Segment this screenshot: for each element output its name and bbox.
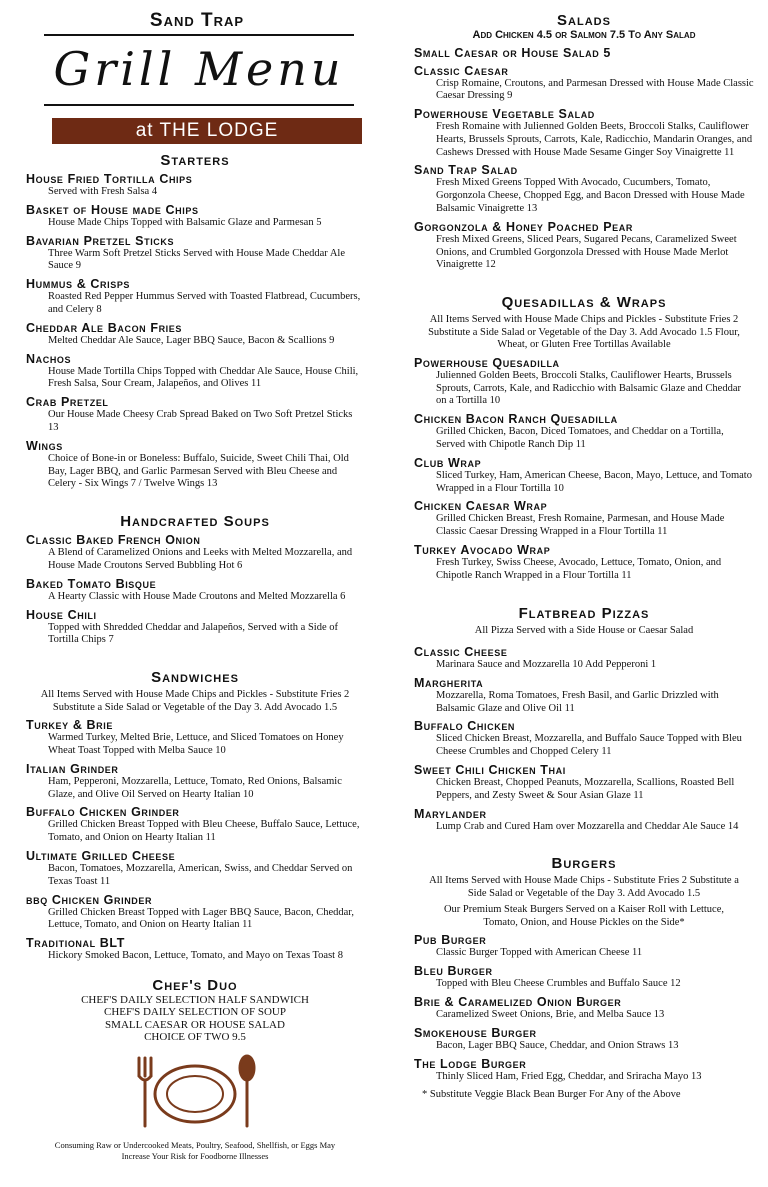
menu-item-description: Choice of Bone-in or Boneless: Buffalo, Suicide, Sweet Chili Thai, Old Bay, Lager BBQ, and Garlic Parmesan Served with Bleu Cheese and Celery - Six Wings 7 / Twelve Wings 13	[48, 452, 349, 490]
section-note: All Pizza Served with a Side House or Caesar Salad	[474, 624, 694, 636]
menu-item-name: Classic Cheese	[414, 645, 508, 660]
menu-item-description: Thinly Sliced Ham, Fried Egg, Cheddar, and Sriracha Mayo 13	[436, 1070, 702, 1082]
menu-item	[26, 577, 364, 604]
starters-section	[26, 152, 364, 491]
menu-item	[26, 893, 364, 933]
section-title: Sandwiches	[151, 669, 239, 687]
plate-cutlery-icon	[125, 1050, 265, 1130]
menu-item	[414, 807, 754, 834]
menu-item	[414, 995, 754, 1022]
burgers-section	[414, 855, 754, 1100]
menu-item	[414, 964, 754, 991]
menu-item-description: Lump Crab and Cured Ham over Mozzarella and Cheddar Ale Sauce 14	[436, 820, 739, 832]
menu-item-name: Chicken Caesar Wrap	[414, 499, 548, 514]
health-warning-line: Consuming Raw or Undercooked Meats, Poultry, Seafood, Shellfish, or Eggs May	[54, 1139, 336, 1150]
menu-item-name: House Chili	[26, 607, 97, 622]
menu-item-description: A Blend of Caramelized Onions and Leeks with Melted Mozzarella, and House Made Croutons Served Bubbling Hot 6	[48, 547, 353, 571]
menu-item-name: Small Caesar or House Salad 5	[414, 45, 611, 60]
menu-item	[414, 412, 754, 452]
menu-item	[26, 352, 364, 392]
item-list	[26, 533, 364, 647]
section-note: Add Chicken 4.5 or Salmon 7.5 To Any Salad	[472, 29, 696, 41]
menu-item-description: Hickory Smoked Bacon, Lettuce, Tomato, and Mayo on Texas Toast 8	[48, 950, 343, 962]
menu-item-description: House Made Tortilla Chips Topped with Cheddar Ale Sauce, House Chili, Fresh Salsa, Sour Cream, Jalapeños, and Olives 11	[48, 365, 359, 390]
menu-item	[414, 676, 754, 716]
section-title: Salads	[557, 12, 611, 29]
menu-item-name: Bleu Burger	[414, 964, 493, 979]
menu-item-name: Italian Grinder	[26, 761, 119, 776]
chefs-duo-line: CHOICE OF TWO 9.5	[144, 1031, 246, 1044]
menu-item	[414, 46, 754, 60]
menu-item	[414, 163, 754, 215]
menu-item	[26, 277, 364, 317]
menu-item-name: Wings	[26, 438, 63, 453]
menu-item-name: Sweet Chili Chicken Thai	[414, 763, 566, 778]
section-title: Burgers	[551, 855, 617, 873]
menu-item-description: Grilled Chicken Breast Topped with Lager BBQ Sauce, Bacon, Cheddar, Lettuce, Tomato, and Onion on Hearty Italian 11	[48, 906, 354, 931]
menu-item-name: Pub Burger	[414, 933, 487, 948]
menu-item-description: Topped with Bleu Cheese Crumbles and Buffalo Sauce 12	[436, 978, 681, 990]
menu-item-description: Grilled Chicken, Bacon, Diced Tomatoes, and Cheddar on a Tortilla, Served with Chipotle Ranch Dip 11	[436, 426, 724, 450]
menu-item-name: Marylander	[414, 806, 487, 821]
item-list	[414, 356, 754, 583]
menu-item-description: Bacon, Tomatoes, Mozzarella, American, Swiss, and Cheddar Served on Texas Toast 11	[48, 862, 353, 887]
flatbreads-section	[414, 605, 754, 834]
menu-item-name: bbq Chicken Grinder	[26, 892, 153, 907]
menu-item	[414, 1057, 754, 1084]
section-title: Handcrafted Soups	[120, 513, 270, 531]
menu-item-description: Bacon, Lager BBQ Sauce, Cheddar, and Onion Straws 13	[436, 1039, 679, 1051]
soups-section	[26, 513, 364, 647]
menu-item	[414, 64, 754, 104]
sandwiches-section	[26, 669, 364, 963]
menu-item-name: Brie & Caramelized Onion Burger	[414, 995, 622, 1009]
section-note: All Items Served with House Made Chips - Substitute Fries 2 Substitute a Side Salad or Vegetable of the Day 3. Add Avocado 1.5	[429, 875, 739, 899]
section-title: Flatbread Pizzas	[518, 604, 650, 622]
menu-item-name: Classic Caesar	[414, 63, 509, 78]
menu-item-name: Gorgonzola & Honey Poached Pear	[414, 219, 633, 234]
menu-item-description: Grilled Chicken Breast, Fresh Romaine, Parmesan, and House Made Classic Caesar Dressing Wrapped in a Flour Tortilla 11	[436, 513, 725, 538]
menu-item-description: Julienned Golden Beets, Broccoli Stalks, Cauliflower Hearts, Brussels Sprouts, Carrots, Kale, and Radicchio with Balsamic Glaze and Cheddar on a Tortilla 10	[436, 369, 742, 407]
veggie-burger-note: * Substitute Veggie Black Bean Burger For Any of the Above	[422, 1089, 681, 1101]
item-list	[414, 46, 754, 273]
menu-item-description: Caramelized Sweet Onions, Brie, and Melba Sauce 13	[436, 1009, 665, 1020]
header-top: Sand Trap	[149, 10, 245, 31]
section-note: All Items Served with House Made Chips and Pickles - Substitute Fries 2 Substitute a Side Salad or Vegetable of the Day 3. Add Avocado 1.5 Flour, Wheat, or Gluten Free Tortillas Available	[428, 314, 740, 351]
menu-item	[414, 933, 754, 960]
menu-item-name: Bavarian Pretzel Sticks	[26, 233, 175, 248]
menu-item	[26, 718, 364, 758]
menu-item	[414, 456, 754, 496]
menu-item	[414, 1026, 754, 1053]
menu-item-description: Sliced Chicken Breast, Mozzarella, and Buffalo Sauce Topped with Bleu Cheese Crumbles and Chopped Celery 11	[436, 733, 742, 758]
menu-item-name: Powerhouse Vegetable Salad	[414, 107, 595, 122]
menu-item-description: Chicken Breast, Chopped Peanuts, Mozzarella, Scallions, Roasted Bell Peppers, and Zesty Sweet & Sour Asian Glaze 11	[436, 777, 735, 801]
menu-item-description: Our House Made Cheesy Crab Spread Baked on Two Soft Pretzel Sticks 13	[48, 409, 353, 433]
menu-item-description: Topped with Shredded Cheddar and Jalapeños, Served with a Side of Tortilla Chips 7	[48, 621, 338, 646]
menu-item-name: Turkey & Brie	[26, 718, 113, 733]
menu-item-name: House Fried Tortilla Chips	[26, 172, 193, 186]
menu-item-name: Buffalo Chicken Grinder	[26, 805, 180, 820]
salads-section	[414, 12, 754, 272]
menu-item-name: Sand Trap Salad	[414, 163, 518, 178]
menu-item-name: Chicken Bacon Ranch Quesadilla	[414, 412, 618, 427]
menu-item-description: Fresh Mixed Greens Topped With Avocado, Cucumbers, Tomato, Gorgonzola Cheese, Chopped Egg, and Bacon Dressed with House Made Balsamic Vinaigrette 13	[436, 177, 745, 215]
menu-item	[26, 439, 364, 491]
menu-item	[26, 805, 364, 845]
menu-item-name: Cheddar Ale Bacon Fries	[26, 320, 182, 335]
menu-item-name: Traditional BLT	[26, 936, 125, 951]
section-title: Quesadillas & Wraps	[501, 294, 667, 312]
menu-item	[414, 719, 754, 759]
health-warning	[26, 1140, 364, 1162]
menu-item	[26, 936, 364, 963]
menu-item-name: Margherita	[414, 675, 484, 690]
menu-item-description: Melted Cheddar Ale Sauce, Lager BBQ Sauce, Bacon & Scallions 9	[48, 334, 335, 346]
menu-item-description: Three Warm Soft Pretzel Sticks Served with House Made Cheddar Ale Sauce 9	[48, 247, 345, 272]
item-list	[26, 172, 364, 491]
menu-item	[414, 543, 754, 583]
chefs-duo-title: Chef's Duo	[152, 976, 238, 994]
menu-item-name: Club Wrap	[414, 455, 482, 470]
item-list	[414, 645, 754, 833]
menu-item-name: Classic Baked French Onion	[26, 533, 201, 548]
chefs-duo	[26, 977, 364, 1162]
menu-item-name: Basket of House made Chips	[26, 202, 199, 217]
chefs-duo-line: CHEF'S DAILY SELECTION HALF SANDWICH	[81, 993, 309, 1006]
menu-item-description: Grilled Chicken Breast Topped with Bleu Cheese, Buffalo Sauce, Lettuce, Tomato, and Onion on Hearty Italian 11	[48, 819, 360, 844]
menu-item-description: Crisp Romaine, Croutons, and Parmesan Dressed with House Made Classic Caesar Dressing 9	[436, 77, 754, 102]
menu-item-description: Marinara Sauce and Mozzarella 10 Add Pepperoni 1	[436, 659, 657, 671]
menu-item-description: House Made Chips Topped with Balsamic Glaze and Parmesan 5	[48, 216, 322, 228]
menu-item-description: Ham, Pepperoni, Mozzarella, Lettuce, Tomato, Red Onions, Balsamic Glaze, and Olive Oil Served on Hearty Italian 10	[48, 775, 342, 800]
menu-item-description: Mozzarella, Roma Tomatoes, Fresh Basil, and Garlic Drizzled with Balsamic Glaze and Olive Oil 11	[436, 689, 719, 714]
menu-item	[414, 220, 754, 272]
menu-item-name: Baked Tomato Bisque	[26, 576, 157, 591]
menu-item-description: Fresh Romaine with Julienned Golden Beets, Broccoli Stalks, Cauliflower Hearts, Brussels Sprouts, Carrots, Kale, Radicchio, Mandarin Oranges, and Cashews Dressed with House Made Sesame Ginger Soy Vinaigrette 11	[436, 121, 753, 158]
left-column	[26, 10, 364, 1162]
menu-item-description: Roasted Red Pepper Hummus Served with Toasted Flatbread, Cucumbers, and Celery 8	[48, 291, 361, 315]
item-list	[414, 933, 754, 1083]
menu-item-description: Sliced Turkey, Ham, American Cheese, Bacon, Mayo, Lettuce, and Tomato Wrapped in a Flour Tortilla 10	[436, 469, 752, 494]
menu-item	[26, 533, 364, 573]
menu-item-name: Ultimate Grilled Cheese	[26, 848, 176, 863]
menu-item-description: Warmed Turkey, Melted Brie, Lettuce, and Sliced Tomatoes on Honey Wheat Toast Topped with Melba Sauce 10	[48, 732, 344, 756]
menu-item-description: Served with Fresh Salsa 4	[48, 186, 158, 197]
menu-item	[26, 321, 364, 348]
menu-item	[26, 172, 364, 199]
menu-item-name: Hummus & Crisps	[26, 277, 131, 292]
chefs-duo-line: CHEF'S DAILY SELECTION OF SOUP	[104, 1006, 286, 1019]
menu-item-name: Crab Pretzel	[26, 395, 109, 410]
menu-title: Grill Menu	[44, 34, 354, 106]
menu-item	[414, 356, 754, 408]
chefs-duo-line: SMALL CAESAR OR HOUSE SALAD	[105, 1018, 285, 1031]
section-note: Our Premium Steak Burgers Served on a Kaiser Roll with Lettuce, Tomato, Onion, and House Pickles on the Side*	[443, 904, 725, 928]
menu-item-name: Powerhouse Quesadilla	[414, 355, 560, 370]
section-title: Starters	[160, 152, 230, 169]
right-column	[414, 10, 754, 1100]
menu-item	[26, 395, 364, 435]
menu-item-description: Classic Burger Topped with American Cheese 11	[436, 947, 643, 959]
location-banner: at THE LODGE	[52, 118, 362, 144]
menu-item	[26, 762, 364, 802]
menu-item-name: Turkey Avocado Wrap	[414, 542, 551, 557]
menu-item	[26, 234, 364, 274]
menu-item	[414, 499, 754, 539]
menu-item-description: Fresh Turkey, Swiss Cheese, Avocado, Lettuce, Tomato, Onion, and Chipotle Ranch Wrapped in a Flour Tortilla 11	[436, 556, 722, 581]
health-warning-line: Increase Your Risk for Foodborne Illnesses	[121, 1150, 269, 1161]
item-list	[26, 718, 364, 963]
menu-item	[414, 645, 754, 672]
menu-item	[26, 203, 364, 230]
menu-item-description: Fresh Mixed Greens, Sliced Pears, Sugared Pecans, Caramelized Sweet Onions, and Crumbled Gorgonzola Dressed with House Made Merlot Vinaigrette 12	[436, 233, 737, 271]
section-note: All Items Served with House Made Chips and Pickles - Substitute Fries 2 Substitute a Side Salad or Vegetable of the Day 3. Add Avocado 1.5	[40, 689, 350, 713]
menu-item-name: Buffalo Chicken	[414, 719, 516, 734]
menu-item	[26, 608, 364, 648]
quesadillas-section	[414, 294, 754, 582]
menu-item-description: A Hearty Classic with House Made Croutons and Melted Mozzarella 6	[48, 590, 346, 602]
menu-item	[414, 763, 754, 803]
menu-item-name: Nachos	[26, 351, 72, 366]
menu-item-name: Smokehouse Burger	[414, 1025, 537, 1040]
menu-item	[26, 849, 364, 889]
menu-item	[414, 107, 754, 159]
menu-item-name: The Lodge Burger	[414, 1056, 527, 1071]
